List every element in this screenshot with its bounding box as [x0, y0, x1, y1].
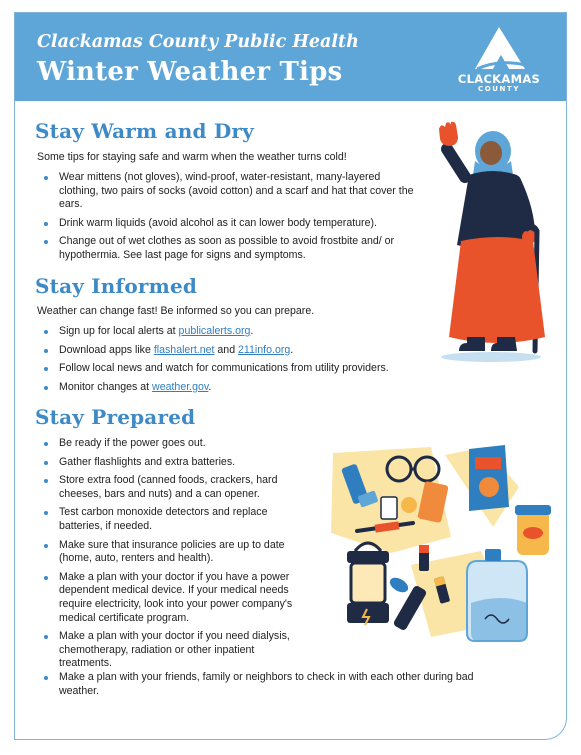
list-item: Wear mittens (not gloves), wind-proof, water-resistant, many-layered clothing, two pairs of socks (avoid cotton) and a scarf and hat that cover the ears. — [37, 171, 415, 212]
list-item-text: . — [290, 343, 294, 356]
list-item: Be ready if the power goes out. — [37, 437, 309, 451]
list-item: Gather flashlights and extra batteries. — [37, 456, 309, 470]
list-item — [37, 381, 429, 395]
list-item — [37, 325, 429, 339]
list-item: Drink warm liquids (avoid alcohol as it can lower body temperature). — [37, 217, 415, 231]
section-intro-informed: Weather can change fast! Be informed so you can prepare. — [37, 305, 315, 317]
page-title: Winter Weather Tips — [37, 57, 343, 87]
section-heading-informed: Stay Informed — [35, 274, 198, 298]
list-item-text: Download apps like — [59, 343, 154, 356]
list-item: Store extra food (canned foods, crackers, hard cheeses, bars and nuts) and a can opener. — [37, 474, 309, 501]
person-in-winter-clothes-waving-icon — [427, 119, 547, 369]
list-item: Test carbon monoxide detectors and replace batteries, if needed. — [37, 506, 309, 533]
publicalerts-link[interactable]: publicalerts.org — [178, 325, 251, 337]
logo-text: CLACKAMAS — [457, 72, 541, 86]
list-item: Make a plan with your friends, family or neighbors to check in with each other during bad weather. — [37, 671, 497, 698]
list-item — [37, 344, 429, 358]
header-banner — [15, 13, 566, 101]
mountain-logo-icon — [447, 25, 551, 73]
list-informed — [37, 325, 429, 399]
list-item-text: and — [214, 343, 239, 356]
section-intro-warm: Some tips for staying safe and warm when the weather turns cold! — [37, 151, 347, 163]
list-item-text: Sign up for local alerts at — [59, 325, 179, 337]
list-item: Make a plan with your doctor if you have a power dependent medical device. If your medical needs require electricity, look into your power company's medical certificate program. — [37, 571, 309, 625]
list-item-text: . — [250, 325, 254, 337]
list-item: Make sure that insurance policies are up to date (home, auto, renters and health). — [37, 539, 309, 566]
list-item: Make a plan with your doctor if you need dialysis, chemotherapy, radiation or other inpatient treatments. — [37, 630, 309, 671]
list-prepared — [37, 437, 309, 676]
logo-subtext: COUNTY — [477, 85, 521, 93]
list-item: Change out of wet clothes as soon as possible to avoid frostbite and/ or hypothermia. See last page for signs and symptoms. — [37, 235, 415, 262]
211info-link[interactable]: 211info.org — [238, 343, 291, 356]
page-frame — [14, 12, 567, 740]
list-item: Follow local news and watch for communications from utility providers. — [37, 362, 429, 376]
section-heading-prepared: Stay Prepared — [35, 405, 196, 429]
list-warm — [37, 171, 415, 268]
clackamas-county-logo — [447, 25, 551, 97]
list-item-text: . — [208, 380, 212, 393]
section-heading-warm: Stay Warm and Dry — [35, 119, 254, 143]
list-prepared-last — [37, 671, 497, 703]
emergency-supplies-icon — [321, 435, 555, 647]
weather-gov-link[interactable]: weather.gov — [152, 380, 209, 393]
organization-name: Clackamas County Public Health — [37, 32, 359, 52]
flashalert-link[interactable]: flashalert.net — [153, 343, 215, 356]
list-item-text: Monitor changes at — [59, 380, 153, 393]
